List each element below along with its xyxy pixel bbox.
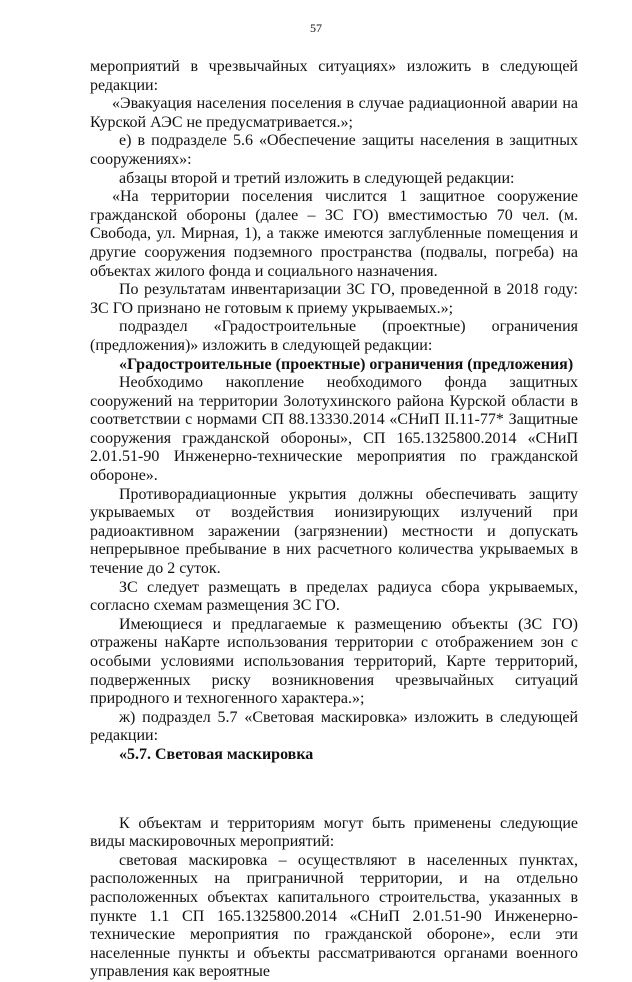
paragraph: Необходимо накопление необходимого фонда защитных сооружений на территории Золотухинского района Курской области в соответствии с нормами СП 88.13330.2014 «СНиП II.11-77* Защитные сооружения гражданской обороны», СП 165.1325800.2014 «СНиП 2.01.51-90 Инженерно-технические мероприятия по гражданской обороне». — [90, 374, 578, 485]
paragraph: К объектам и территориям могут быть применены следующие виды маскировочных мероприятий: — [90, 814, 578, 851]
paragraph: ж) подраздел 5.7 «Световая маскировка» изложить в следующей редакции: — [90, 708, 578, 745]
paragraph: По результатам инвентаризации ЗС ГО, проведенной в 2018 году: ЗС ГО признано не готовым к приему укрываемых.»; — [90, 281, 578, 317]
paragraph: подраздел «Градостроительные (проектные) ограничения (предложения)» изложить в следующей редакции: — [90, 318, 578, 354]
document-body — [90, 58, 578, 982]
paragraph: Имеющиеся и предлагаемые к размещению объекты (ЗС ГО) отражены наКарте использования территории с отображением зон с особыми условиями использования территорий, Карте территорий, подверженных риску возникновения чрезвычайных ситуаций природного и техногенного характера.»; — [90, 615, 578, 708]
paragraph: абзацы второй и третий изложить в следующей редакции: — [119, 169, 515, 187]
paragraph: световая маскировка – осуществляют в населенных пунктах, расположенных на приграничной территории, и на отдельно расположенных объектах капитального строительства, указанных в пункте 1.1 СП 165.1325800.2014 «СНиП 2.01.51-90 Инженерно-технические мероприятия по гражданской обороне», если эти населенные пункты и объекты рассматриваются органами военного управления как вероятные — [90, 851, 578, 981]
paragraph: ЗС следует размещать в пределах радиуса сбора укрываемых, согласно схемам размещения ЗС ГО. — [90, 578, 578, 615]
paragraph: Противорадиационные укрытия должны обеспечивать защиту укрываемых от воздействия ионизирующих излучений при радиоактивном заражении (загрязнении) местности и допускать непрерывное пребывание в них расчетного количества укрываемых в течение до 2 суток. — [90, 485, 578, 578]
paragraph: мероприятий в чрезвычайных ситуациях» изложить в следующей редакции: — [90, 58, 578, 94]
paragraph: «На территории поселения числится 1 защитное сооружение гражданской обороны (далее – ЗС ГО) вместимостью 70 чел. (м. Свобода, ул. Мирная, 1), а также имеются заглубленные помещения и другие сооружения подземного пространства (подвалы, погреба) на объектах жилого фонда и социального назначения. — [90, 188, 578, 280]
paragraph: е) в подразделе 5.6 «Обеспечение защиты населения в защитных сооружениях»: — [90, 132, 578, 168]
section-heading: «5.7. Световая маскировка — [119, 745, 314, 763]
section-heading: «Градостроительные (проектные) ограничения (предложения) — [119, 355, 574, 373]
paragraph: «Эвакуация населения поселения в случае радиационной аварии на Курской АЭС не предусматривается.»; — [90, 95, 578, 131]
paragraph-gap — [90, 781, 578, 799]
page-number: 57 — [310, 21, 322, 35]
